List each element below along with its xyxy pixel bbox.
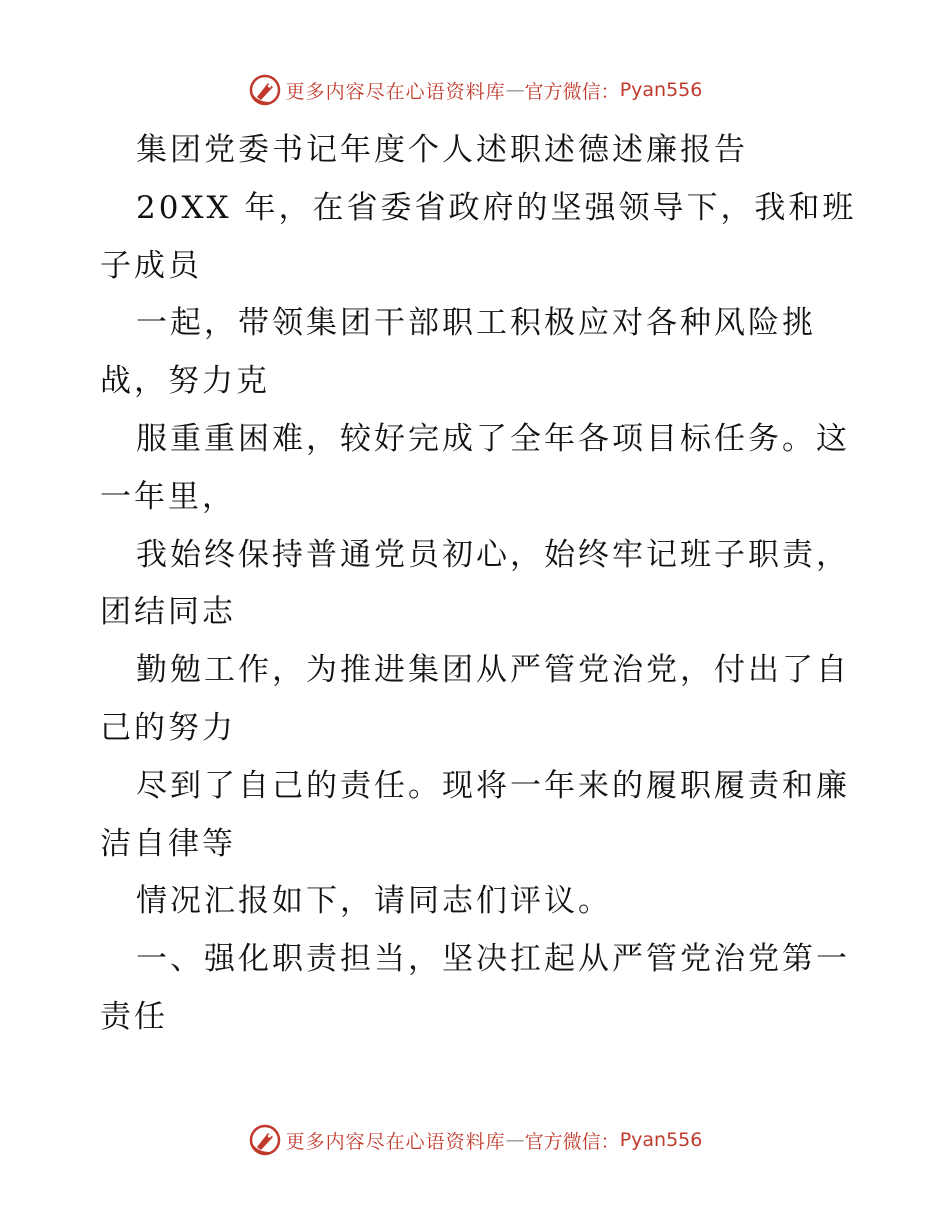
- pen-nib-circle-icon: [248, 73, 282, 107]
- paragraph-line: 己的努力: [100, 709, 236, 746]
- footer-wechat-label: 官方微信：: [524, 1130, 620, 1153]
- banner-site-text: 更多内容尽在心语资料库: [285, 80, 506, 103]
- paragraph-line: 团结同志: [100, 594, 236, 631]
- banner-wechat-id: Pyan556: [619, 79, 703, 101]
- document-body: [100, 122, 860, 1047]
- paragraph-line: 子成员: [100, 247, 202, 284]
- banner-wechat-label: 官方微信：: [524, 80, 620, 103]
- pen-nib-circle-icon: [248, 1123, 282, 1157]
- footer-site-text: 更多内容尽在心语资料库: [285, 1130, 506, 1153]
- paragraph-line: 20XX 年，在省委省政府的坚强领导下，我和班: [136, 189, 857, 226]
- banner-separator: —: [505, 79, 525, 101]
- footer-banner: [0, 1120, 950, 1160]
- paragraph-line: 尽到了自己的责任。现将一年来的履职履责和廉: [136, 767, 850, 804]
- paragraph-line: 洁自律等: [100, 825, 236, 862]
- paragraph-line: 一起，带领集团干部职工积极应对各种风险挑: [136, 305, 816, 342]
- paragraph-line: 一年里，: [100, 478, 236, 515]
- footer-separator: —: [505, 1129, 525, 1151]
- section-heading: 一、强化职责担当，坚决扛起从严管党治党第一: [136, 941, 850, 978]
- paragraph-line: 勤勉工作，为推进集团从严管党治党，付出了自: [136, 652, 850, 689]
- paragraph-line: 服重重困难，较好完成了全年各项目标任务。这: [136, 420, 850, 457]
- paragraph-line: 我始终保持普通党员初心，始终牢记班子职责，: [136, 536, 850, 573]
- paragraph-line: 情况汇报如下，请同志们评议。: [136, 883, 612, 920]
- footer-wechat-id: Pyan556: [619, 1129, 703, 1151]
- document-title: 集团党委书记年度个人述职述德述廉报告: [136, 132, 748, 168]
- header-banner: [0, 70, 950, 110]
- section-heading-continued: 责任: [100, 998, 168, 1035]
- paragraph-line: 战，努力克: [100, 363, 270, 400]
